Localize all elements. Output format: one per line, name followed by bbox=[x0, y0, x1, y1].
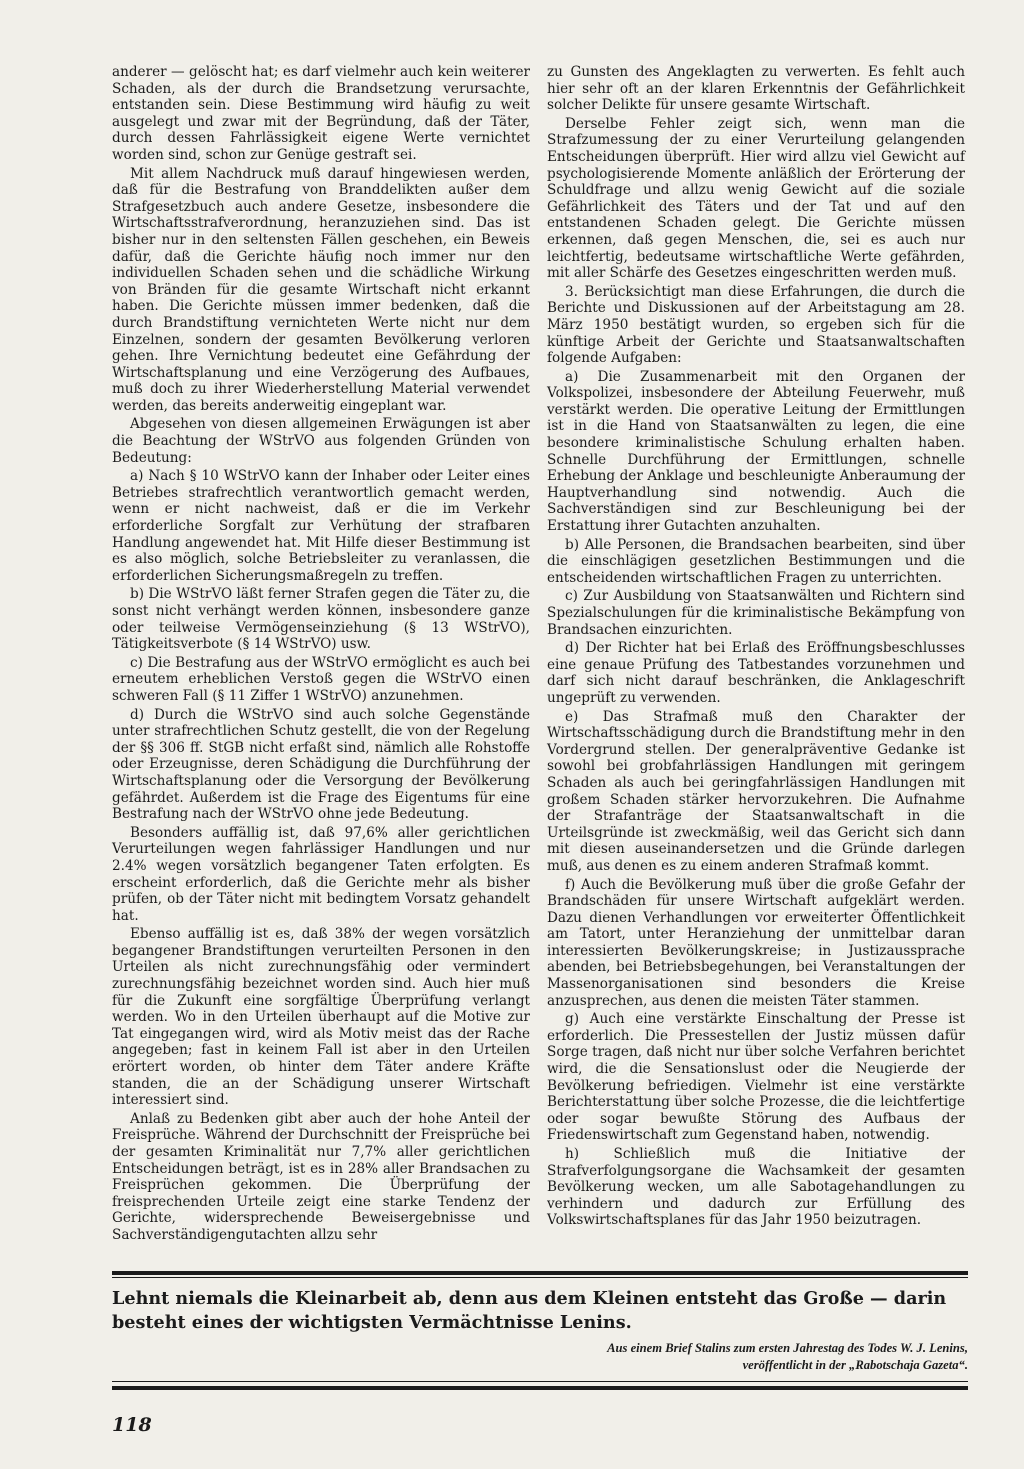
paragraph: a) Die Zusammenarbeit mit den Organen der Volkspolizei, insbesondere der Abteilung Feuerwehr, muß verstärkt werden. Die operative Leitung der Ermittlungen ist in die Hand von Staatsanwälten zu legen, die eine besondere kriminalistische Schulung erhalten haben. Schnelle Durchführung der Ermittlungen, schnelle Erhebung der Anklage und beschleunigte Anberaumung der Hauptverhandlung sind notwendig. Auch die Sachverständigen sind zur Beschleunigung bei der Erstattung ihrer Gutachten anzuhalten. bbox=[547, 368, 965, 535]
lenin-quote: Lehnt niemals die Kleinarbeit ab, denn aus dem Kleinen entsteht das Große — darin besteht eines der wichtigsten Vermächtnisse Lenins. bbox=[112, 1288, 947, 1333]
paragraph: c) Die Bestrafung aus der WStrVO ermöglicht es auch bei erneutem erheblichen Verstoß gegen die WStrVO einen schweren Fall (§ 11 Ziffer 1 WStrVO) anzunehmen. bbox=[112, 654, 530, 704]
quote-source-line: veröffentlicht in der „Rabotschaja Gazeta“. bbox=[742, 1358, 968, 1372]
page-number: 118 bbox=[112, 1414, 152, 1436]
paragraph: Besonders auffällig ist, daß 97,6% aller gerichtlichen Verurteilungen wegen fahrlässiger Handlungen und nur 2.4% wegen vorsätzlich begangener Taten erfolgten. Es erscheint erforderlich, daß die Gerichte mehr als bisher prüfen, ob der Täter nicht mit bedingtem Vorsatz gehandelt hat. bbox=[112, 824, 530, 924]
paragraph: Mit allem Nachdruck muß darauf hingewiesen werden, daß für die Bestrafung von Branddelikten außer dem Strafgesetzbuch auch andere Gesetze, insbesondere die Wirtschaftsstrafverordnung, heranzuziehen sind. Das ist bisher nur in den seltensten Fällen geschehen, ein Beweis dafür, daß die Gerichte häufig noch immer nur den individuellen Schaden sehen und die schädliche Wirkung von Bränden für die gesamte Wirtschaft nicht erkannt haben. Die Gerichte müssen immer bedenken, daß die durch Brandstiftung vernichteten Werte nicht nur dem Einzelnen, sondern der gesamten Bevölkerung verloren gehen. Ihre Vernichtung bedeutet eine Gefährdung der Wirtschaftsplanung und eine Verzögerung des Aufbaues, muß doch zu ihrer Wiederherstellung Material verwendet werden, das bereits anderweitig eingeplant war. bbox=[112, 165, 530, 414]
paragraph: b) Die WStrVO läßt ferner Strafen gegen die Täter zu, die sonst nicht verhängt werden können, insbesondere ganze oder teilweise Vermögenseinziehung (§ 13 WStrVO), Tätigkeitsverbote (§ 14 WStrVO) usw. bbox=[112, 586, 530, 653]
paragraph: a) Nach § 10 WStrVO kann der Inhaber oder Leiter eines Betriebes strafrechtlich verantwortlich gemacht werden, wenn er nicht nachweist, daß er die im Verkehr erforderliche Sorgfalt zur Verhütung der strafbaren Handlung angewendet hat. Mit Hilfe dieser Bestimmung ist es also möglich, solche Betriebsleiter zu veranlassen, die erforderlichen Sicherungsmaßregeln zu treffen. bbox=[112, 468, 530, 584]
paragraph: zu Gunsten des Angeklagten zu verwerten. Es fehlt auch hier sehr oft an der klaren Erkenntnis der Gefährlichkeit solcher Delikte für unsere gesamte Wirtschaft. bbox=[547, 64, 965, 114]
paragraph: d) Durch die WStrVO sind auch solche Gegenstände unter strafrechtlichen Schutz gestellt, die von der Regelung der §§ 306 ff. StGB nicht erfaßt sind, nämlich alle Rohstoffe oder Erzeugnisse, deren Schädigung die Durchführung der Wirtschaftsplanung oder die Versorgung der Bevölkerung gefährdet. Außerdem ist die Frage des Eigentums für eine Bestrafung nach der WStrVO ohne jede Bedeutung. bbox=[112, 706, 530, 823]
paragraph: f) Auch die Bevölkerung muß über die große Gefahr der Brandschäden für unsere Wirtschaft aufgeklärt werden. Dazu dienen Verhandlungen vor erweiterter Öffentlichkeit am Tatort, unter Heranziehung der unmittelbar daran interessierten Bevölkerungskreise; in Justizaussprache abenden, bei Betriebsbegehungen, bei Veranstaltungen der Massenorganisationen sind besonders die Kreise anzusprechen, aus denen die meisten Täter stammen. bbox=[547, 876, 965, 1009]
quote-source-line: Aus einem Brief Stalins zum ersten Jahrestag des Todes W. J. Lenins, bbox=[607, 1341, 968, 1355]
paragraph: b) Alle Personen, die Brandsachen bearbeiten, sind über die einschlägigen gesetzlichen Bestimmungen und die entscheidenden wirtschaftlichen Fragen zu unterrichten. bbox=[547, 536, 965, 586]
right-column bbox=[547, 64, 965, 1231]
divider-rule bbox=[112, 1381, 968, 1382]
divider-rule bbox=[112, 1271, 968, 1275]
paragraph: e) Das Strafmaß muß den Charakter der Wirtschaftsschädigung durch die Brandstiftung mehr in den Vordergrund stellen. Der generalpräventive Gedanke ist sowohl bei grobfahrlässigen Handlungen mit geringem Schaden als auch bei geringfahrlässigen Handlungen mit großem Schaden stärker hervorzukehren. Die Aufnahme der Strafanträge der Staatsanwaltschaft in die Urteilsgründe ist zweckmäßig, weil das Gericht sich dann mit diesen auseinandersetzen und die Gründe darlegen muß, aus denen es zu einem anderen Strafmaß kommt. bbox=[547, 708, 965, 874]
divider-rule bbox=[112, 1386, 968, 1390]
paragraph: h) Schließlich muß die Initiative der Strafverfolgungsorgane die Wachsamkeit der gesamten Bevölkerung wecken, um alle Sabotagehandlungen zu verhindern und dadurch zur Erfüllung des Volkswirtschaftsplanes für das Jahr 1950 beizutragen. bbox=[547, 1146, 965, 1229]
paragraph: Ebenso auffällig ist es, daß 38% der wegen vorsätzlich begangener Brandstiftungen verurteilten Personen in den Urteilen als nicht zurechnungsfähig oder vermindert zurechnungsfähig bezeichnet worden sind. Auch hier muß für die Zukunft eine sorgfältige Überprüfung verlangt werden. Wo in den Urteilen überhaupt auf die Motive zur Tat eingegangen wird, wird als Motiv meist das der Rache angegeben; fast in keinem Fall ist aber in den Urteilen erörtert worden, ob hinter dem Täter andere Kräfte standen, die an der Schädigung unserer Wirtschaft interessiert sind. bbox=[112, 926, 530, 1109]
paragraph: anderer — gelöscht hat; es darf vielmehr auch kein weiterer Schaden, als der durch die Brandsetzung verursachte, entstanden sein. Diese Bestimmung wird häufig zu weit ausgelegt und zwar mit der Begründung, daß der Täter, durch dessen Fahrlässigkeit eigene Werte vernichtet worden sind, schon zur Genüge gestraft sei. bbox=[112, 64, 530, 163]
left-column bbox=[112, 64, 530, 1246]
quote-source bbox=[368, 1340, 968, 1374]
paragraph: Derselbe Fehler zeigt sich, wenn man die Strafzumessung der zu einer Verurteilung gelangenden Entscheidungen überprüft. Hier wird allzu viel Gewicht auf psychologisierende Momente anläßlich der Erörterung der Schuldfrage und allzu wenig Gewicht auf die soziale Gefährlichkeit des Täters und der Tat und auf den entstandenen Schaden gelegt. Die Gerichte müssen erkennen, daß gegen Menschen, die, sei es auch nur leichtfertig, bedeutsame wirtschaftliche Werte gefährden, mit aller Schärfe des Gesetzes eingeschritten werden muß. bbox=[547, 115, 965, 282]
paragraph: Abgesehen von diesen allgemeinen Erwägungen ist aber die Beachtung der WStrVO aus folgenden Gründen von Bedeutung: bbox=[112, 416, 530, 466]
paragraph: Anlaß zu Bedenken gibt aber auch der hohe Anteil der Freisprüche. Während der Durchschnitt der Freisprüche bei der gesamten Kriminalität nur 7,7% aller gerichtlichen Entscheidungen beträgt, ist es in 28% aller Brandsachen zu Freisprüchen gekommen. Die Überprüfung der freisprechenden Urteile zeigt eine starke Tendenz der Gerichte, widersprechende Beweisergebnisse und Sachverständigengutachten allzu sehr bbox=[112, 1110, 530, 1243]
paragraph: 3. Berücksichtigt man diese Erfahrungen, die durch die Berichte und Diskussionen auf der Arbeitstagung am 28. März 1950 bestätigt wurden, so ergeben sich für die künftige Arbeit der Gerichte und Staatsanwaltschaften folgende Aufgaben: bbox=[547, 283, 965, 367]
paragraph: d) Der Richter hat bei Erlaß des Eröffnungsbeschlusses eine genaue Prüfung des Tatbestandes vorzunehmen und darf sich nicht darauf beschränken, die Anklageschrift ungeprüft zu verwenden. bbox=[547, 640, 965, 706]
paragraph: c) Zur Ausbildung von Staatsanwälten und Richtern sind Spezialschulungen für die kriminalistische Bekämpfung von Brandsachen einzurichten. bbox=[547, 588, 965, 638]
paragraph: g) Auch eine verstärkte Einschaltung der Presse ist erforderlich. Die Pressestellen der Justiz müssen dafür Sorge tragen, daß nicht nur über solche Verfahren berichtet wird, die die Sensationslust oder die Neugierde der Bevölkerung befriedigen. Vielmehr ist eine verstärkte Berichterstattung über solche Prozesse, die die leichtfertige oder sogar bewußte Störung des Aufbaus der Friedenswirtschaft zum Gegenstand haben, notwendig. bbox=[547, 1011, 965, 1144]
divider-rule bbox=[112, 1277, 968, 1278]
